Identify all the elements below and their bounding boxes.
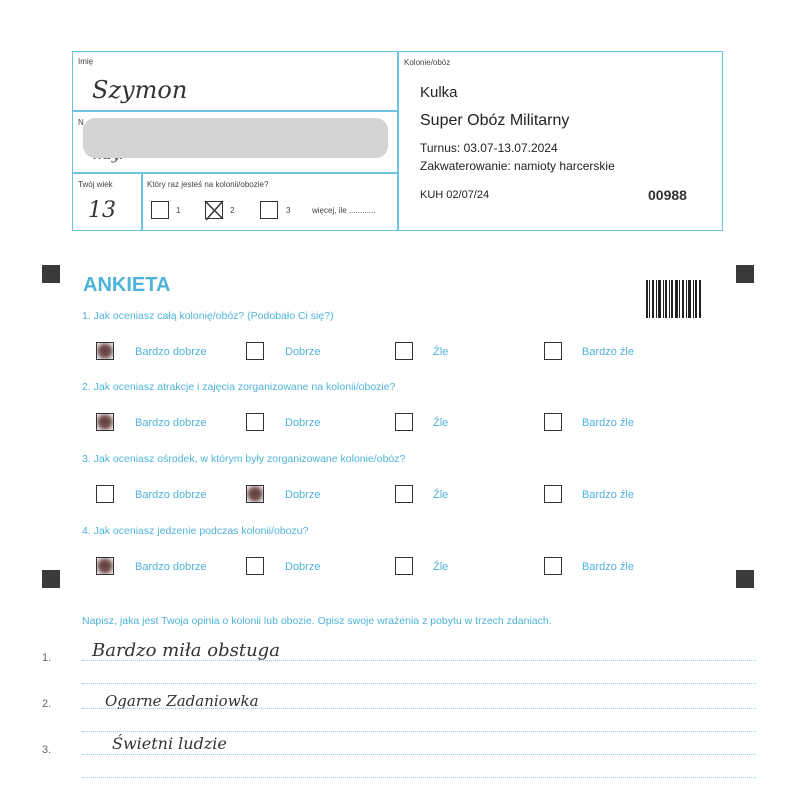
times-option-3: 3 — [286, 206, 291, 215]
opinion-prompt: Napisz, jaka jest Twoja opinia o kolonii lub obozie. Opisz swoje wrażenia z pobytu w trzech zdaniach. — [82, 615, 552, 627]
times-label: Który raz jesteś na kolonii/obozie? — [147, 180, 269, 189]
question-3-text: 3. Jak oceniasz ośrodek, w którym były zorganizowane kolonie/obóz? — [82, 453, 406, 465]
surname-divider — [72, 172, 398, 174]
q3-option-2-label: Dobrze — [285, 489, 321, 501]
opinion-line-2-dots — [82, 708, 756, 709]
opinion-line-3-dots — [82, 754, 756, 755]
cross-mark-icon — [203, 199, 225, 221]
q2-option-2-label: Dobrze — [285, 417, 321, 429]
q4-option-4-label: Bardzo źle — [582, 561, 634, 573]
q1-option-3-label: Źle — [433, 346, 449, 358]
barcode-icon — [646, 280, 702, 318]
q3-option-3-checkbox[interactable] — [395, 485, 413, 503]
q2-option-1-label: Bardzo dobrze — [135, 417, 207, 429]
opinion-line-1b-dots — [82, 683, 756, 684]
q4-option-3-label: Źle — [433, 561, 449, 573]
q1-option-1-checkbox[interactable] — [96, 342, 114, 360]
surname-label: N — [78, 118, 84, 127]
q4-option-1-label: Bardzo dobrze — [135, 561, 207, 573]
opinion-line-3-number: 3. — [42, 744, 52, 756]
q2-option-2-checkbox[interactable] — [246, 413, 264, 431]
camp-title: Super Obóz Militarny — [420, 112, 570, 129]
q2-option-4-checkbox[interactable] — [544, 413, 562, 431]
name-divider — [72, 110, 398, 112]
q4-option-3-checkbox[interactable] — [395, 557, 413, 575]
name-value: Szymon — [92, 76, 188, 104]
q4-option-2-label: Dobrze — [285, 561, 321, 573]
camp-name: Kulka — [420, 84, 458, 101]
opinion-line-1-dots — [82, 660, 756, 661]
q4-option-4-checkbox[interactable] — [544, 557, 562, 575]
q4-option-2-checkbox[interactable] — [246, 557, 264, 575]
q1-option-2-checkbox[interactable] — [246, 342, 264, 360]
q3-option-3-label: Źle — [433, 489, 449, 501]
q2-option-4-label: Bardzo źle — [582, 417, 634, 429]
registration-mark-bottom-left — [42, 570, 60, 588]
q1-option-4-checkbox[interactable] — [544, 342, 562, 360]
opinion-line-1-number: 1. — [42, 652, 52, 664]
opinion-line-2-number: 2. — [42, 698, 52, 710]
redaction-bar — [83, 118, 388, 158]
opinion-line-1-text[interactable]: Bardzo miła obstuga — [92, 640, 280, 661]
q2-option-3-label: Źle — [433, 417, 449, 429]
q1-option-2-label: Dobrze — [285, 346, 321, 358]
opinion-line-2b-dots — [82, 731, 756, 732]
times-checkbox-3[interactable] — [260, 201, 278, 219]
age-label: Twój wiek — [78, 180, 113, 189]
registration-mark-top-left — [42, 265, 60, 283]
registration-mark-bottom-right — [736, 570, 754, 588]
times-option-2: 2 — [230, 206, 235, 215]
name-label: Imię — [78, 57, 94, 66]
q4-option-1-checkbox[interactable] — [96, 557, 114, 575]
registration-mark-top-right — [736, 265, 754, 283]
age-divider — [141, 172, 143, 231]
times-checkbox-2[interactable] — [205, 201, 223, 219]
q3-option-2-checkbox[interactable] — [246, 485, 264, 503]
times-option-1: 1 — [176, 206, 181, 215]
q2-option-1-checkbox[interactable] — [96, 413, 114, 431]
opinion-line-3b-dots — [82, 777, 756, 778]
q3-option-1-checkbox[interactable] — [96, 485, 114, 503]
q2-option-3-checkbox[interactable] — [395, 413, 413, 431]
question-4-text: 4. Jak oceniasz jedzenie podczas kolonii/obozu? — [82, 525, 309, 537]
times-checkbox-1[interactable] — [151, 201, 169, 219]
q1-option-4-label: Bardzo źle — [582, 346, 634, 358]
q1-option-3-checkbox[interactable] — [395, 342, 413, 360]
opinion-line-2-text[interactable]: Ogarne Zadaniowka — [105, 692, 259, 710]
camp-label: Kolonie/obóz — [404, 58, 451, 67]
q3-option-4-checkbox[interactable] — [544, 485, 562, 503]
question-2-text: 2. Jak oceniasz atrakcje i zajęcia zorganizowane na kolonii/obozie? — [82, 381, 396, 393]
turnus: Turnus: 03.07-13.07.2024 — [420, 141, 558, 155]
camp-code: KUH 02/07/24 — [420, 189, 490, 201]
q3-option-4-label: Bardzo źle — [582, 489, 634, 501]
times-more: więcej, ile ............ — [312, 206, 376, 215]
age-value: 13 — [88, 198, 116, 223]
question-1-text: 1. Jak oceniasz całą kolonię/obóz? (Podobało Ci się?) — [82, 310, 334, 322]
survey-title: ANKIETA — [83, 274, 171, 296]
form-number: 00988 — [648, 187, 687, 203]
q1-option-1-label: Bardzo dobrze — [135, 346, 207, 358]
opinion-line-3-text[interactable]: Świetni ludzie — [112, 734, 227, 753]
accommodation: Zakwaterowanie: namioty harcerskie — [420, 159, 615, 173]
header-divider — [397, 51, 399, 231]
q3-option-1-label: Bardzo dobrze — [135, 489, 207, 501]
